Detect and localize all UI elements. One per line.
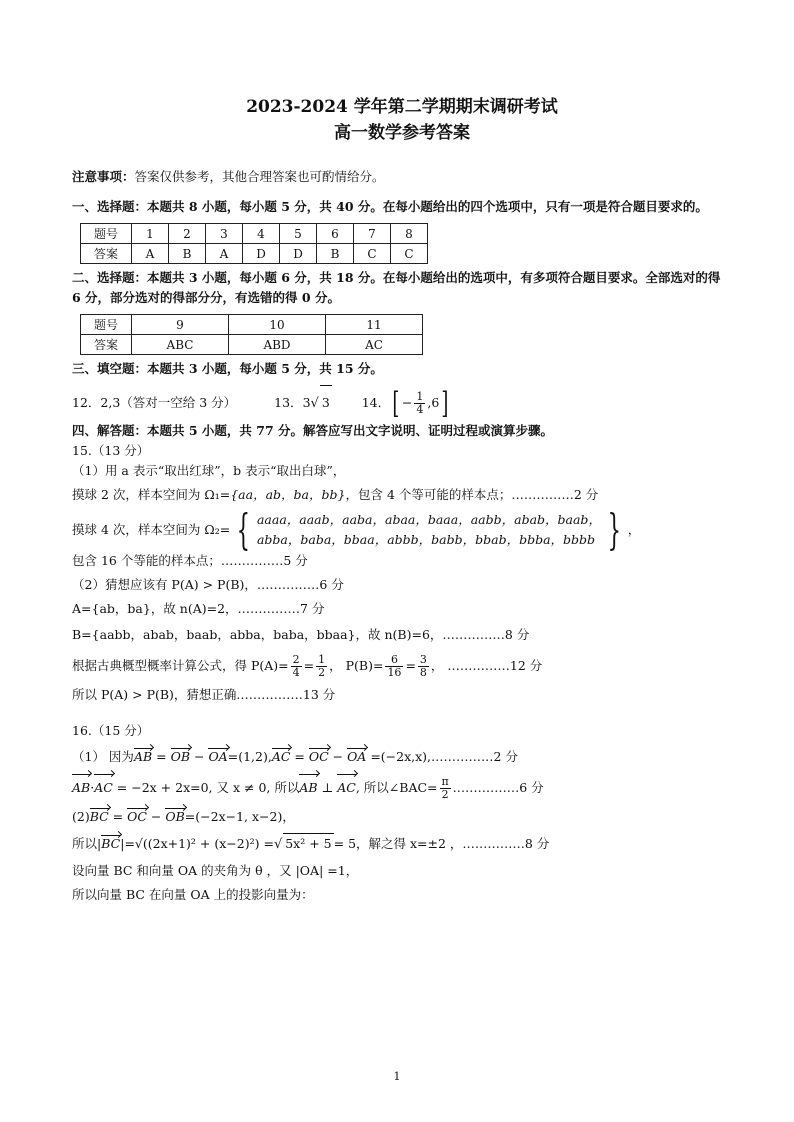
q13-radicand: 3 xyxy=(320,385,332,420)
table-cell: B xyxy=(169,244,206,264)
q16-line5: 设向量 BC 和向量 OA 的夹角为 θ ，又 |OA| =1， xyxy=(72,863,359,878)
table-cell: 7 xyxy=(354,224,391,244)
q15-line2: 摸球 2 次，样本空间为 Ω₁={aa，ab，ba，bb}，包含 4 个等可能的样本点；……………2 分 xyxy=(72,487,599,502)
table-cell: 10 xyxy=(229,315,326,335)
right-brace: } xyxy=(607,505,622,554)
right-bracket: ] xyxy=(441,385,449,421)
table-row xyxy=(81,315,423,335)
row-label: 题号 xyxy=(81,224,132,244)
notice xyxy=(72,167,732,187)
page-subtitle: 高一数学参考答案 xyxy=(334,123,470,143)
fraction: $\frac{2}{4}$ xyxy=(292,653,300,679)
sample-space-4: aaaa，aaab，aaba，abaa，baaa，aabb，abab，baab， abba，baba，bbaa，abbb，babb，bbab，bbba，bbbb xyxy=(256,512,601,547)
q15-line7: B={aabb，abab，baab，abba，baba，bbaa}，故 n(B)=6，……………8 分 xyxy=(72,627,530,642)
fraction: $\frac{\pi}{2}$ xyxy=(441,775,449,801)
left-brace: { xyxy=(236,505,251,554)
table-cell: B xyxy=(317,244,354,264)
table-row xyxy=(81,335,423,355)
table-cell: 1 xyxy=(132,224,169,244)
q15-line3: 摸球 4 次，样本空间为 Ω₂= { aaaa，aaab，aaba，abaa，baaa，aabb，abab，baab， abba，baba，bbaa，abbb，babb，bbab，bbba，bbbb } ， xyxy=(72,505,641,554)
q15-line5: （2）猜想应该有 P(A) > P(B)，……………6 分 xyxy=(72,577,344,592)
q16-line2: AB·AC = −2x + 2x=0, 又 x ≠ 0, 所以AB ⊥ AC, 所以∠BAC= $\frac{\pi}{2}$ .……………6 分 xyxy=(72,775,544,801)
q16-line4: 所以|BC|=√((2x+1)² + (x−2)²) =√ 5x² + 5 = 5，解之得 x=±2 ，……………8 分 xyxy=(72,833,732,855)
table-cell: 8 xyxy=(391,224,428,244)
notice-label: 注意事项： xyxy=(72,169,135,184)
table-cell: 11 xyxy=(326,315,423,335)
fill-in-answers: 12．2,3（答对一空给 3 分） 13．3√ 3 14．[ − $\frac{1}{4}$ ,6] xyxy=(72,385,449,421)
q14-fraction: $\frac{1}{4}$ xyxy=(416,390,424,416)
q15-line8: 根据古典概型概率计算公式，得 P(A)= $\frac{2}{4}$ = $\frac{1}{2}$ ， P(B)= $\frac{6}{16}$ = $\frac{3}{8}$ ， ……………12 分 xyxy=(72,653,543,679)
answer-sheet xyxy=(72,95,732,905)
q16-line6: 所以向量 BC 在向量 OA 上的投影向量为： xyxy=(72,887,314,902)
q16-line3: (2)BC = OC − OB=(−2x−1, x−2)， xyxy=(72,807,732,827)
row-label: 答案 xyxy=(81,335,132,355)
notice-text: 答案仅供参考，其他合理答案也可酌情给分。 xyxy=(134,169,385,184)
sample-space-2: {aa，ab，ba，bb} xyxy=(230,487,346,502)
q12-answer: 12．2,3（答对一空给 3 分） xyxy=(72,395,237,410)
q13-label: 13． xyxy=(274,395,303,410)
page-title: 2023-2024 学年第二学期期末调研考试 xyxy=(246,97,558,117)
q15-title: 15.（13 分） xyxy=(72,443,150,458)
table-cell: ABD xyxy=(229,335,326,355)
table-cell: ABC xyxy=(132,335,229,355)
q13-coef: 3 xyxy=(302,395,311,410)
left-bracket: [ xyxy=(392,385,400,421)
table-cell: C xyxy=(354,244,391,264)
section2-heading: 二、选择题：本题共 3 小题，每小题 6 分，共 18 分。在每小题给出的选项中，有多项符合题目要求。全部选对的得 6 分，部分选对的得部分分，有选错的得 0 分。 xyxy=(72,270,721,305)
section3-heading: 三、填空题：本题共 3 小题，每小题 5 分，共 15 分。 xyxy=(72,361,383,376)
q15-line6: A={ab，ba}，故 n(A)=2，……………7 分 xyxy=(72,601,325,616)
fraction: $\frac{1}{2}$ xyxy=(318,653,326,679)
table-cell: A xyxy=(132,244,169,264)
section4-heading: 四、解答题：本题共 5 小题，共 77 分。解答应写出文字说明、证明过程或演算步骤。 xyxy=(72,423,554,438)
q16-line1: （1） 因为AB = OB − OA=(1,2),AC = OC − OA =(−2x,x),……………2 分 xyxy=(72,747,732,767)
table-cell: C xyxy=(391,244,428,264)
table-cell: D xyxy=(243,244,280,264)
row-label: 答案 xyxy=(81,244,132,264)
table-cell: 6 xyxy=(317,224,354,244)
q14-label: 14． xyxy=(361,395,391,410)
fraction: $\frac{3}{8}$ xyxy=(419,653,427,679)
fraction: $\frac{6}{16}$ xyxy=(387,653,402,679)
q15-line1: （1）用 a 表示“取出红球”，b 表示“取出白球”， xyxy=(72,463,346,478)
q15-line9: 所以 P(A) > P(B)，猜想正确.……………13 分 xyxy=(72,687,336,702)
section2-answer-table xyxy=(80,314,423,355)
table-cell: 3 xyxy=(206,224,243,244)
table-cell: 9 xyxy=(132,315,229,335)
section1-answer-table xyxy=(80,223,428,264)
q14-right: 6 xyxy=(431,395,440,410)
table-row xyxy=(81,244,428,264)
table-cell: A xyxy=(206,244,243,264)
row-label: 题号 xyxy=(81,315,132,335)
page-number: 1 xyxy=(393,1070,401,1083)
table-cell: D xyxy=(280,244,317,264)
table-cell: 2 xyxy=(169,224,206,244)
table-cell: 5 xyxy=(280,224,317,244)
table-row xyxy=(81,224,428,244)
table-cell: 4 xyxy=(243,224,280,244)
q15-line4: 包含 16 个等能的样本点；……………5 分 xyxy=(72,553,308,568)
section1-heading: 一、选择题：本题共 8 小题，每小题 5 分，共 40 分。在每小题给出的四个选项中，只有一项是符合题目要求的。 xyxy=(72,199,708,214)
table-cell: AC xyxy=(326,335,423,355)
q16-title: 16.（15 分） xyxy=(72,723,150,738)
